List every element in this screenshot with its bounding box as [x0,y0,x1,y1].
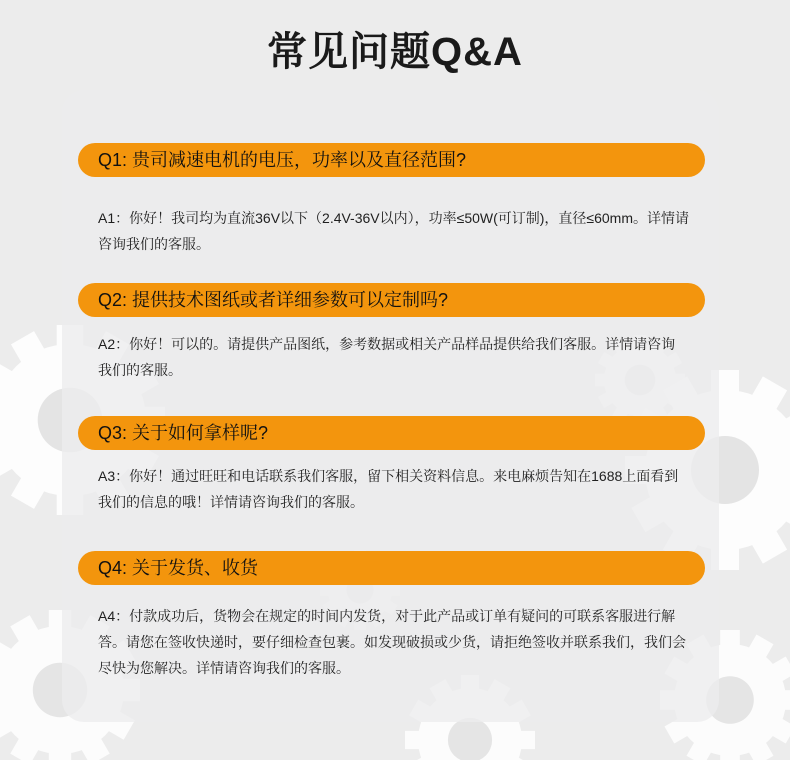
answer-text-1: A1：你好！我司均为直流36V以下（2.4V-36V以内），功率≤50W(可订制)，直径≤60mm。详情请咨询我们的客服。 [98,210,690,252]
question-bar-3: Q3: 关于如何拿样呢? [78,416,705,450]
question-bar-2: Q2: 提供技术图纸或者详细参数可以定制吗? [78,283,705,317]
answer-text-3: A3：你好！通过旺旺和电话联系我们客服，留下相关资料信息。来电麻烦告知在1688上面看到我们的信息的哦！详情请咨询我们的客服。 [98,468,679,510]
answer-text-2: A2：你好！可以的。请提供产品图纸，参考数据或相关产品样品提供给我们客服。详情请咨询我们的客服。 [98,336,676,378]
faq-item-3 [78,416,705,515]
faq-item-2 [78,283,705,383]
faq-item-4 [78,551,705,681]
page-title: 常见问题Q&A [267,30,523,74]
question-bar-4: Q4: 关于发货、收货 [78,551,705,585]
faq-item-1 [78,143,705,257]
question-bar-1: Q1: 贵司减速电机的电压，功率以及直径范围? [78,143,705,177]
answer-text-4: A4：付款成功后，货物会在规定的时间内发货，对于此产品或订单有疑问的可联系客服进行解答。请您在签收快递时，要仔细检查包裹。如发现破损或少货，请拒绝签收并联系我们，我们会尽快为您解决。详情请咨询我们的客服。 [98,608,686,676]
